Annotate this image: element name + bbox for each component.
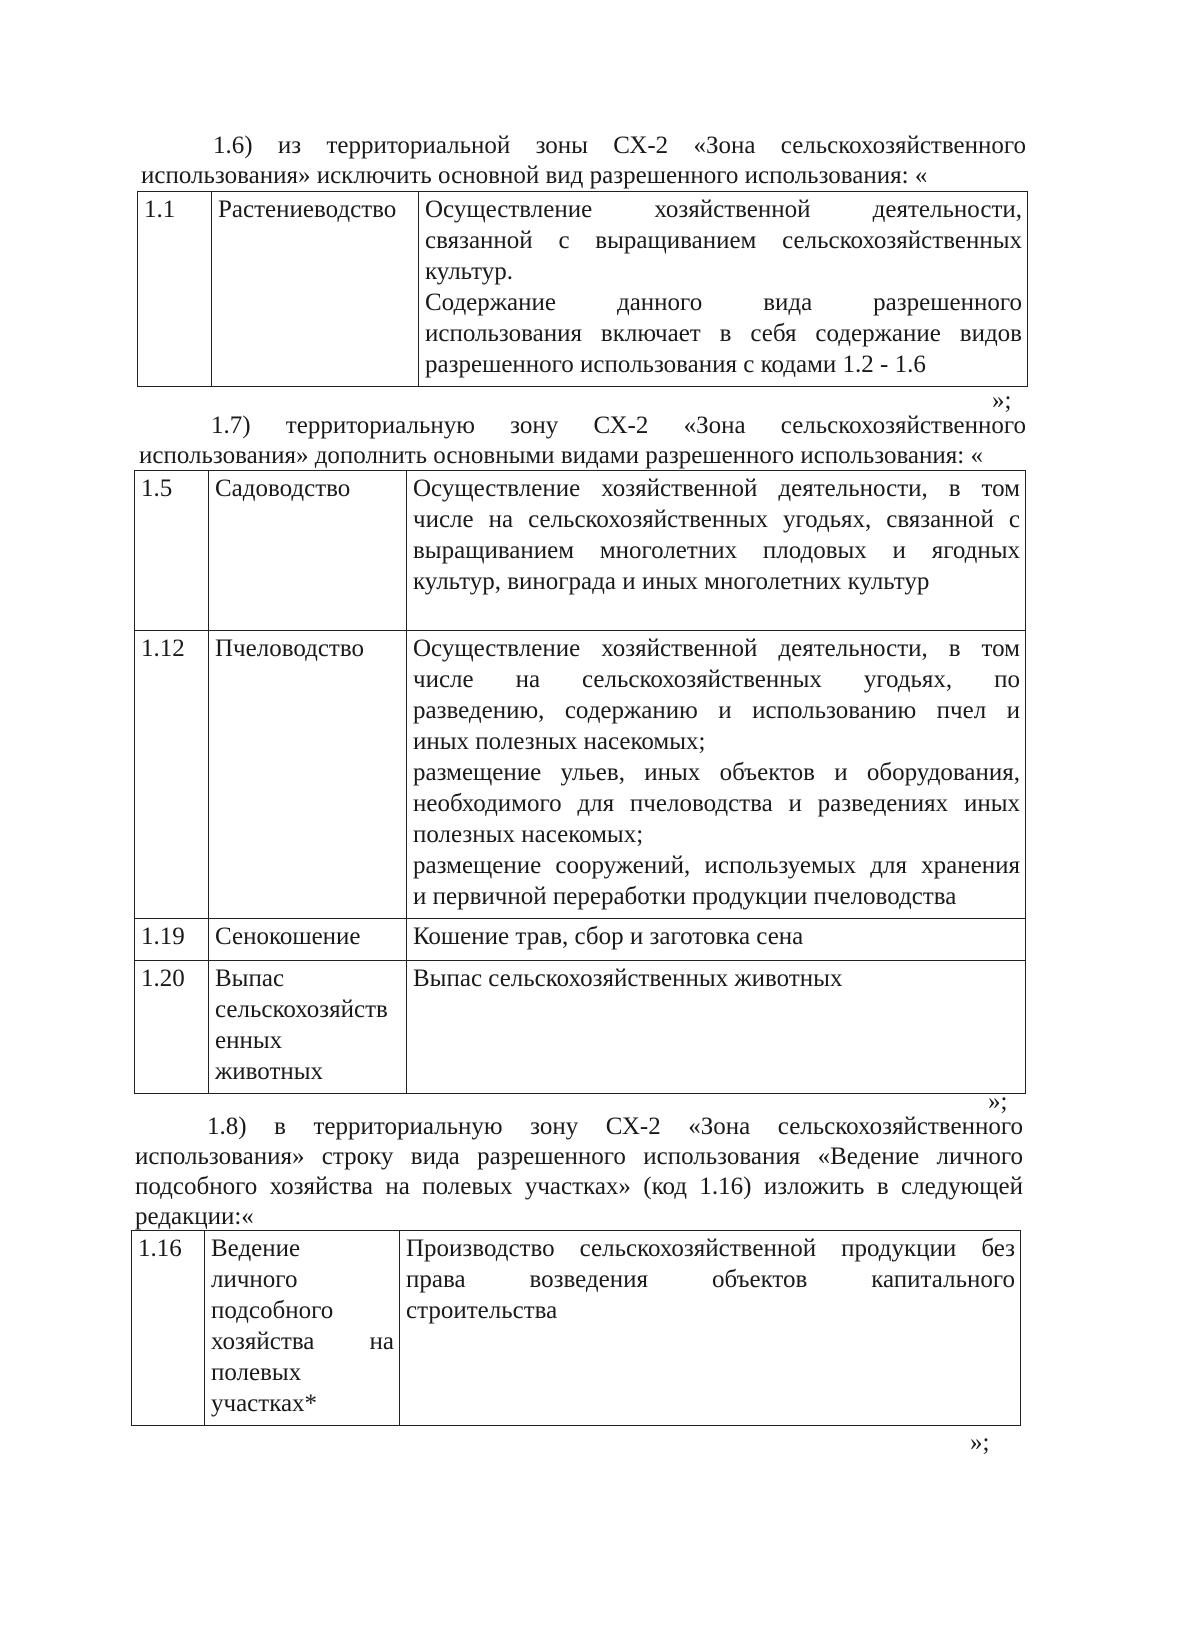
description-line: культур, винограда и иных многолетних культур bbox=[413, 568, 930, 595]
description-line: Выпас сельскохозяйственных животных bbox=[413, 965, 843, 992]
table-row bbox=[138, 192, 1028, 387]
paragraph-1-7 bbox=[139, 411, 1026, 471]
table-row bbox=[135, 631, 1026, 919]
closing-quote: »; bbox=[970, 1429, 990, 1456]
table-1-8 bbox=[131, 1230, 1021, 1426]
name-cell bbox=[209, 631, 407, 919]
paragraph-line: подсобного хозяйства на полевых участках» (код 1.16) изложить в следующей bbox=[135, 1173, 1023, 1200]
description-cell bbox=[407, 961, 1026, 1094]
description-line: Осуществление хозяйственной деятельности, в том bbox=[413, 475, 1020, 502]
code-cell: 1.1 bbox=[138, 192, 212, 387]
description-cell bbox=[400, 1231, 1021, 1426]
description-cell bbox=[407, 919, 1026, 961]
name-line: животных bbox=[215, 1058, 324, 1085]
name-line: подсобного bbox=[211, 1297, 334, 1324]
table-1-6 bbox=[137, 191, 1028, 387]
description-line: числе на сельскохозяйственных угодьях, по bbox=[413, 666, 1020, 693]
description-line: полезных насекомых; bbox=[413, 821, 644, 848]
table-row bbox=[135, 919, 1026, 961]
description-line: связанной с выращиванием сельскохозяйственных bbox=[425, 227, 1022, 254]
description-line: использования включает в себя содержание видов bbox=[425, 320, 1022, 347]
code-cell: 1.20 bbox=[135, 961, 209, 1094]
paragraph-line: использования» строку вида разрешенного использования «Ведение личного bbox=[135, 1143, 1023, 1170]
name-line: участках* bbox=[211, 1390, 318, 1417]
name-line: хозяйства на bbox=[211, 1328, 394, 1355]
name-line: личного bbox=[211, 1266, 298, 1293]
name-line: енных bbox=[215, 1027, 283, 1054]
name-line: Пчеловодство bbox=[215, 635, 364, 662]
code-cell: 1.16 bbox=[132, 1231, 205, 1426]
description-line: Осуществление хозяйственной деятельности, в том bbox=[413, 635, 1020, 662]
closing-quote: »; bbox=[992, 387, 1012, 414]
name-cell bbox=[212, 192, 419, 387]
description-cell bbox=[407, 471, 1026, 631]
paragraph-line: 1.7) территориальную зону СХ-2 «Зона сельскохозяйственного bbox=[211, 412, 1026, 439]
description-line: выращиванием многолетних плодовых и ягодных bbox=[413, 537, 1020, 564]
description-line: и первичной переработки продукции пчеловодства bbox=[413, 883, 957, 910]
description-line: Осуществление хозяйственной деятельности, bbox=[425, 196, 1022, 223]
name-cell bbox=[209, 919, 407, 961]
table-row bbox=[135, 471, 1026, 631]
description-line: культур. bbox=[425, 258, 513, 285]
code-cell: 1.5 bbox=[135, 471, 209, 631]
code-cell: 1.12 bbox=[135, 631, 209, 919]
name-line: Растениеводство bbox=[218, 196, 397, 223]
description-line: размещение ульев, иных объектов и оборудования, bbox=[413, 759, 1020, 786]
closing-quote: »; bbox=[988, 1088, 1008, 1115]
description-line: разведению, содержанию и использованию пчел и bbox=[413, 697, 1020, 724]
description-line: Содержание данного вида разрешенного bbox=[425, 289, 1022, 316]
paragraph-line: использования» дополнить основными видами разрешенного использования: « bbox=[139, 442, 983, 469]
name-line: Ведение bbox=[211, 1235, 301, 1262]
table-row bbox=[135, 961, 1026, 1094]
paragraph-line: 1.8) в территориальную зону СХ-2 «Зона сельскохозяйственного bbox=[207, 1113, 1023, 1140]
description-line: строительства bbox=[406, 1297, 558, 1324]
description-cell bbox=[419, 192, 1028, 387]
name-line: Выпас bbox=[215, 965, 285, 992]
name-line: полевых bbox=[211, 1359, 302, 1386]
table-row bbox=[132, 1231, 1021, 1426]
description-line: разрешенного использования с кодами 1.2 - 1.6 bbox=[425, 351, 926, 378]
description-line: иных полезных насекомых; bbox=[413, 728, 706, 755]
name-line: Садоводство bbox=[215, 475, 351, 502]
paragraph-line: редакции:« bbox=[135, 1203, 254, 1230]
table-1-7 bbox=[134, 470, 1026, 1094]
paragraph-line: использования» исключить основной вид разрешенного использования: « bbox=[141, 162, 928, 189]
code-cell: 1.19 bbox=[135, 919, 209, 961]
name-line: сельскохозяйств bbox=[215, 996, 388, 1023]
name-cell bbox=[209, 471, 407, 631]
paragraph-1-6 bbox=[141, 131, 1026, 191]
description-line: числе на сельскохозяйственных угодьях, связанной с bbox=[413, 506, 1020, 533]
description-cell bbox=[407, 631, 1026, 919]
paragraph-line: 1.6) из территориальной зоны СХ-2 «Зона сельскохозяйственного bbox=[213, 132, 1026, 159]
description-line: Кошение трав, сбор и заготовка сена bbox=[413, 923, 804, 950]
name-line: Сенокошение bbox=[215, 923, 361, 950]
description-line: необходимого для пчеловодства и разведениях иных bbox=[413, 790, 1020, 817]
name-cell bbox=[209, 961, 407, 1094]
name-cell bbox=[205, 1231, 400, 1426]
description-line: Производство сельскохозяйственной продукции без bbox=[406, 1235, 1015, 1262]
description-line: размещение сооружений, используемых для хранения bbox=[413, 852, 1020, 879]
paragraph-1-8 bbox=[135, 1112, 1023, 1232]
description-line: права возведения объектов капитального bbox=[406, 1266, 1015, 1293]
